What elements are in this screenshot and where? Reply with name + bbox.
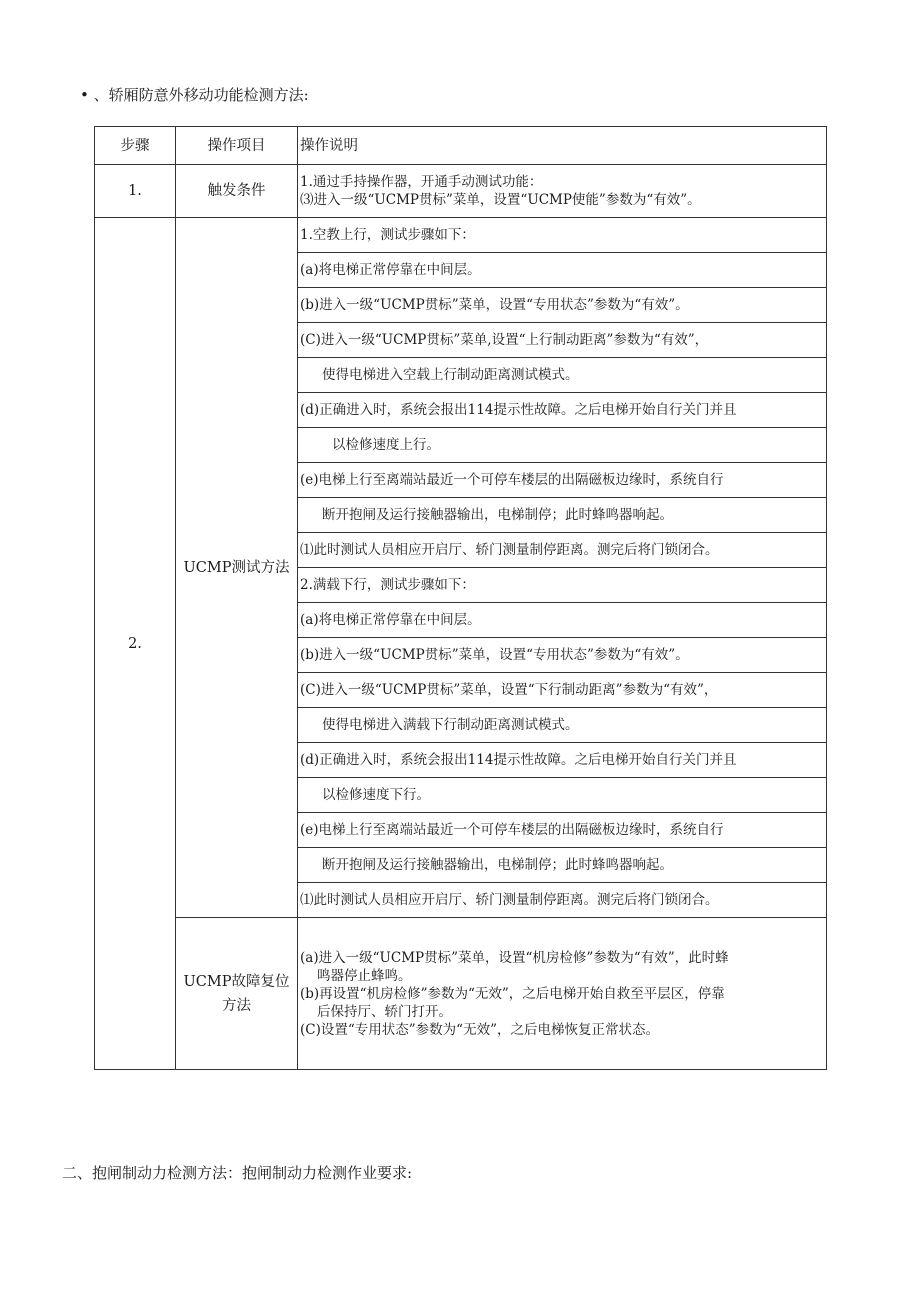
- operation-description: [298, 165, 827, 218]
- description-line: ⑶进入一级“UCMP贯标”菜单，设置“UCMP使能”参数为“有效”。: [300, 192, 701, 208]
- table-row: [95, 918, 827, 1070]
- operation-item: UCMP故障复位方法: [176, 918, 298, 1070]
- description-line: 使得电梯进入空载上行制动距离测试模式。: [298, 358, 827, 393]
- operation-item: UCMP测试方法: [176, 218, 298, 918]
- description-line: (C)进入一级“UCMP贯标”菜单，设置“下行制动距离”参数为“有效”，: [298, 673, 827, 708]
- description-line: (a)将电梯正常停靠在中间层。: [298, 603, 827, 638]
- section-heading-2: 二、抱闸制动力检测方法：抱闸制动力检测作业要求:: [62, 1164, 413, 1182]
- description-line: 1.空教上行，测试步骤如下：: [298, 218, 827, 253]
- description-line: (e)电梯上行至离端站最近一个可停车楼层的出隔磁板边缘时，系统自行: [298, 813, 827, 848]
- section-heading-1: • 、轿厢防意外移动功能检测方法:: [80, 86, 309, 104]
- table-header-row: [95, 127, 827, 165]
- description-line: 使得电梯进入满载下行制动距离测试模式。: [298, 708, 827, 743]
- description-line: (C)设置“专用状态”参数为“无效”，之后电梯恢复正常状态。: [300, 1021, 659, 1038]
- description-line: 断开抱闸及运行接触器输出，电梯制停；此时蜂鸣器响起。: [298, 848, 827, 883]
- description-line: (a)进入一级“UCMP贯标”菜单，设置“机房检修”参数为“有效”，此时蜂: [300, 949, 729, 966]
- step-number: 1.: [95, 165, 176, 218]
- description-line: (a)将电梯正常停靠在中间层。: [298, 253, 827, 288]
- description-line: ⑴此时测试人员相应开启厅、轿门测量制停距离。测完后将门锁闭合。: [298, 533, 827, 568]
- step-number: 2.: [95, 218, 176, 1070]
- description-line: ⑴此时测试人员相应开启厅、轿门测量制停距离。测完后将门锁闭合。: [298, 883, 827, 918]
- description-line: 断开抱闸及运行接触器输出，电梯制停；此时蜂鸣器响起。: [298, 498, 827, 533]
- header-step: 步骤: [95, 127, 176, 165]
- description-line: (b)进入一级“UCMP贯标”菜单，设置“专用状态”参数为“有效”。: [298, 638, 827, 673]
- description-line: (b)进入一级“UCMP贯标”菜单，设置“专用状态”参数为“有效”。: [298, 288, 827, 323]
- description-line: 后保持厅、轿门打开。: [317, 1003, 452, 1020]
- operation-item: 触发条件: [176, 165, 298, 218]
- description-line: (C)进入一级“UCMP贯标”菜单,设置“上行制动距离”参数为“有效”，: [298, 323, 827, 358]
- description-line: (d)正确进入时，系统会报出114提示性故障。之后电梯开始自行关门并且: [298, 393, 827, 428]
- header-item: 操作项目: [176, 127, 298, 165]
- description-line: 以检修速度下行。: [298, 778, 827, 813]
- table-row: [95, 218, 827, 253]
- operation-description: [298, 918, 827, 1070]
- procedure-table: [94, 126, 827, 1070]
- description-line: (b)再设置“机房检修”参数为“无效”，之后电梯开始自救至平层区，停靠: [300, 985, 725, 1002]
- description-line: 鸣器停止蜂鸣。: [317, 967, 412, 984]
- description-line: (d)正确进入时，系统会报出114提示性故障。之后电梯开始自行关门并且: [298, 743, 827, 778]
- header-description: 操作说明: [298, 127, 827, 165]
- description-line: (e)电梯上行至离端站最近一个可停车楼层的出隔磁板边缘时，系统自行: [298, 463, 827, 498]
- description-line: 以检修速度上行。: [298, 428, 827, 463]
- table-row: [95, 165, 827, 218]
- description-line: 2.满载下行，测试步骤如下：: [298, 568, 827, 603]
- description-line: 1.通过手持操作器，开通手动测试功能：: [300, 174, 543, 190]
